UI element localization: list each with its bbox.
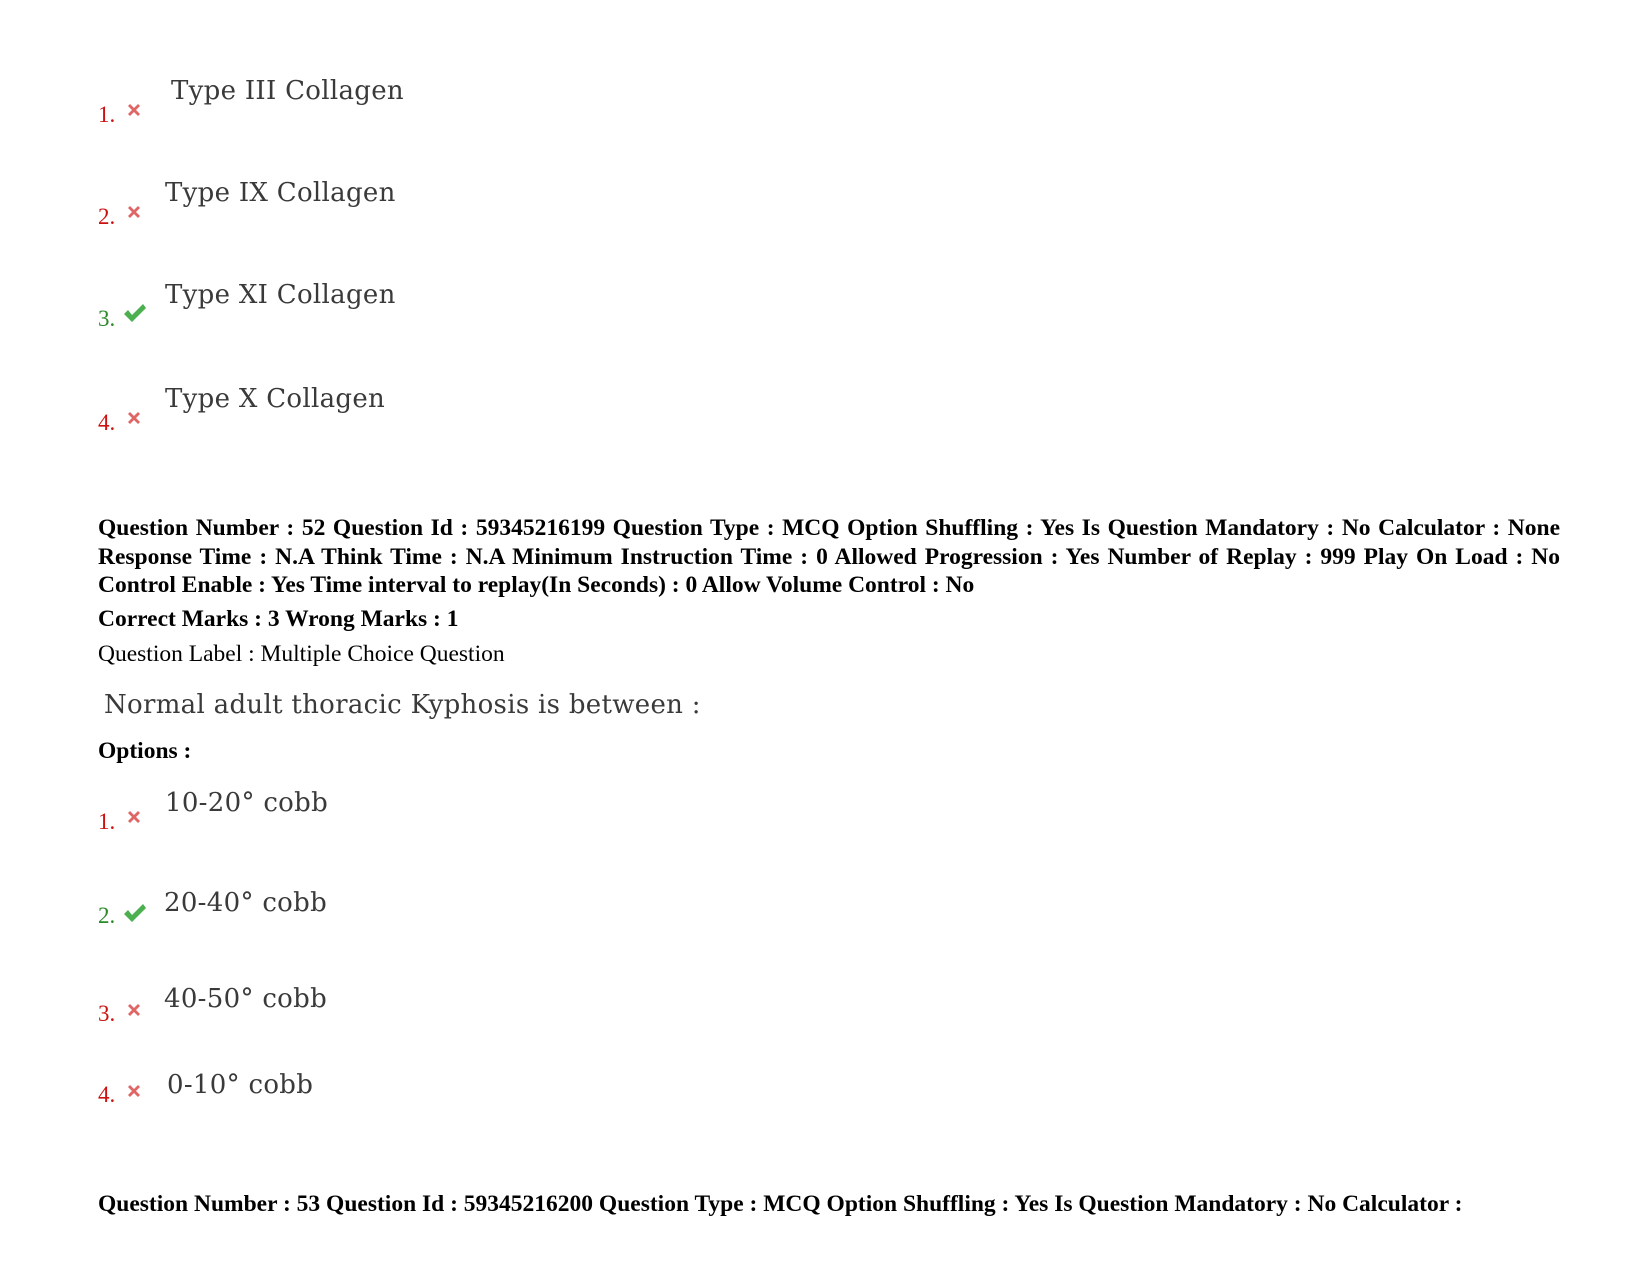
check-icon <box>122 902 148 924</box>
option-text: 20-40° cobb <box>164 888 328 918</box>
option-text: Type III Collagen <box>171 76 404 106</box>
cross-icon <box>125 203 143 221</box>
cross-icon <box>125 409 143 427</box>
cross-icon <box>125 808 143 826</box>
option-number: 1. <box>98 809 116 834</box>
option-number: 4. <box>98 410 116 435</box>
option-text: Type XI Collagen <box>165 280 396 310</box>
cross-icon <box>125 1001 143 1019</box>
option-number: 1. <box>98 102 116 127</box>
option-text: 0-10° cobb <box>167 1070 314 1100</box>
option-number: 2. <box>98 204 116 229</box>
options-heading: Options : <box>98 738 192 764</box>
cross-icon <box>125 1082 143 1100</box>
check-icon <box>122 302 148 324</box>
option-number: 3. <box>98 306 116 331</box>
question-meta: Question Number : 53 Question Id : 59345216200 Question Type : MCQ Option Shuffling : Yes Is Question Mandatory : No Calculator : <box>98 1191 1463 1217</box>
question-text: Normal adult thoracic Kyphosis is between : <box>104 690 701 720</box>
question-marks: Correct Marks : 3 Wrong Marks : 1 <box>98 606 459 632</box>
cross-icon <box>125 101 143 119</box>
option-text: Type IX Collagen <box>165 178 396 208</box>
option-text: 10-20° cobb <box>165 788 329 818</box>
option-text: 40-50° cobb <box>164 984 328 1014</box>
option-number: 3. <box>98 1001 116 1026</box>
option-number: 4. <box>98 1082 116 1107</box>
option-text: Type X Collagen <box>165 384 386 414</box>
option-number: 2. <box>98 903 116 928</box>
question-meta: Question Number : 52 Question Id : 59345216199 Question Type : MCQ Option Shuffling : Yes Is Question Mandatory : No Calculator : None Response Time : N.A Think Time : N.A Minimum Instruction Time : 0 Allowed Progression : Yes Number of Replay : 999 Play On Load : No Control Enable : Yes Time interval to replay(In Seconds) : 0 Allow Volume Control : No <box>98 515 1560 598</box>
question-label: Question Label : Multiple Choice Question <box>98 641 505 667</box>
